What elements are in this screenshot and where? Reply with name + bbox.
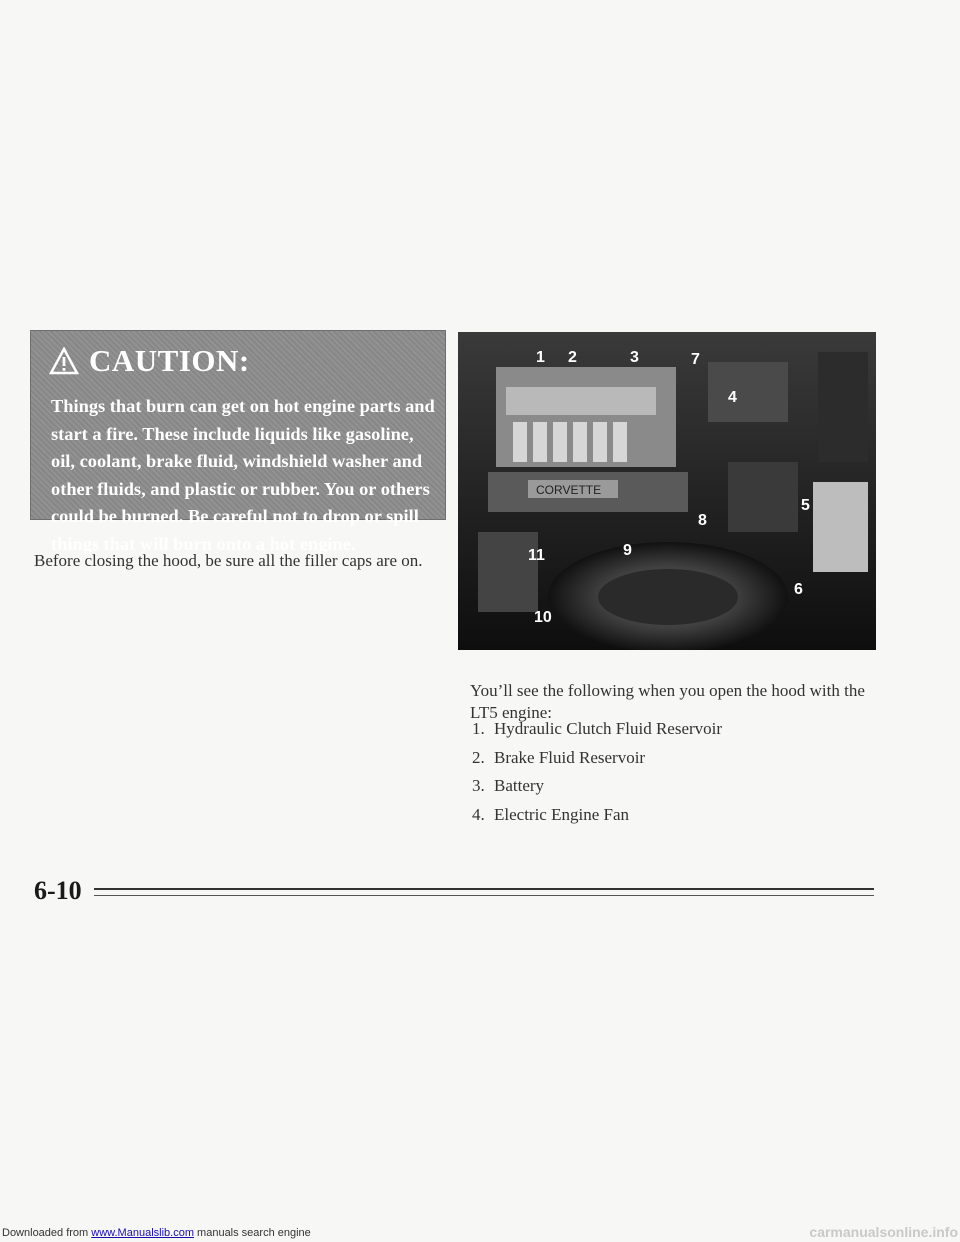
filler-caps-paragraph: Before closing the hood, be sure all the filler caps are on.	[34, 551, 423, 570]
list-number: 1.	[472, 719, 485, 738]
engine-label: CORVETTE	[536, 483, 602, 497]
list-item	[472, 719, 722, 748]
caution-text: Things that burn can get on hot engine parts and start a fire. These include liquids like gasoline, oil, coolant, brake fluid, windshield washer and other fluids, and plastic or rubber. You or others could be burned. Be careful not to drop or spill things that will burn onto a hot engine.	[51, 396, 435, 554]
callout-2: 2	[568, 349, 577, 366]
callout-3: 3	[630, 349, 639, 366]
list-text: Hydraulic Clutch Fluid Reservoir	[494, 719, 723, 738]
lt5-intro-paragraph: You’ll see the following when you open the hood with the LT5 engine:	[470, 681, 865, 722]
caution-title: CAUTION:	[89, 343, 250, 378]
list-number: 4.	[472, 804, 485, 824]
list-item	[472, 805, 722, 834]
download-bar	[0, 1226, 960, 1242]
engine-photo	[458, 332, 876, 650]
list-item	[472, 776, 722, 805]
callout-11: 11	[528, 547, 545, 564]
list-number: 3.	[472, 776, 485, 795]
callout-1: 1	[536, 349, 545, 366]
engine-parts-list	[472, 719, 722, 833]
list-text: Battery	[494, 776, 545, 795]
list-text: Brake Fluid Reservoir	[494, 747, 646, 767]
callout-6: 6	[794, 581, 803, 598]
caution-box	[30, 330, 446, 554]
download-suffix: manuals search engine	[197, 1227, 311, 1239]
callout-9: 9	[623, 542, 632, 559]
warning-triangle-icon	[49, 347, 79, 375]
callout-7: 7	[691, 351, 700, 368]
list-item	[472, 748, 722, 777]
footer-rule	[94, 888, 874, 890]
callout-10: 10	[534, 609, 552, 626]
callout-4: 4	[728, 389, 737, 406]
list-text: Electric Engine Fan	[494, 804, 630, 824]
engine-illustration	[458, 332, 876, 650]
footer-rule-thin	[94, 895, 874, 896]
page-number: 6-10	[34, 876, 82, 905]
download-prefix: Downloaded from	[2, 1227, 89, 1239]
caution-heading	[49, 343, 250, 379]
watermark: carmanualsonline.info	[809, 1224, 958, 1240]
callout-8: 8	[698, 512, 707, 529]
download-credit	[2, 1227, 311, 1239]
callout-5: 5	[801, 497, 810, 514]
manualslib-link[interactable]: www.Manualslib.com	[91, 1227, 194, 1239]
list-number: 2.	[472, 747, 485, 767]
